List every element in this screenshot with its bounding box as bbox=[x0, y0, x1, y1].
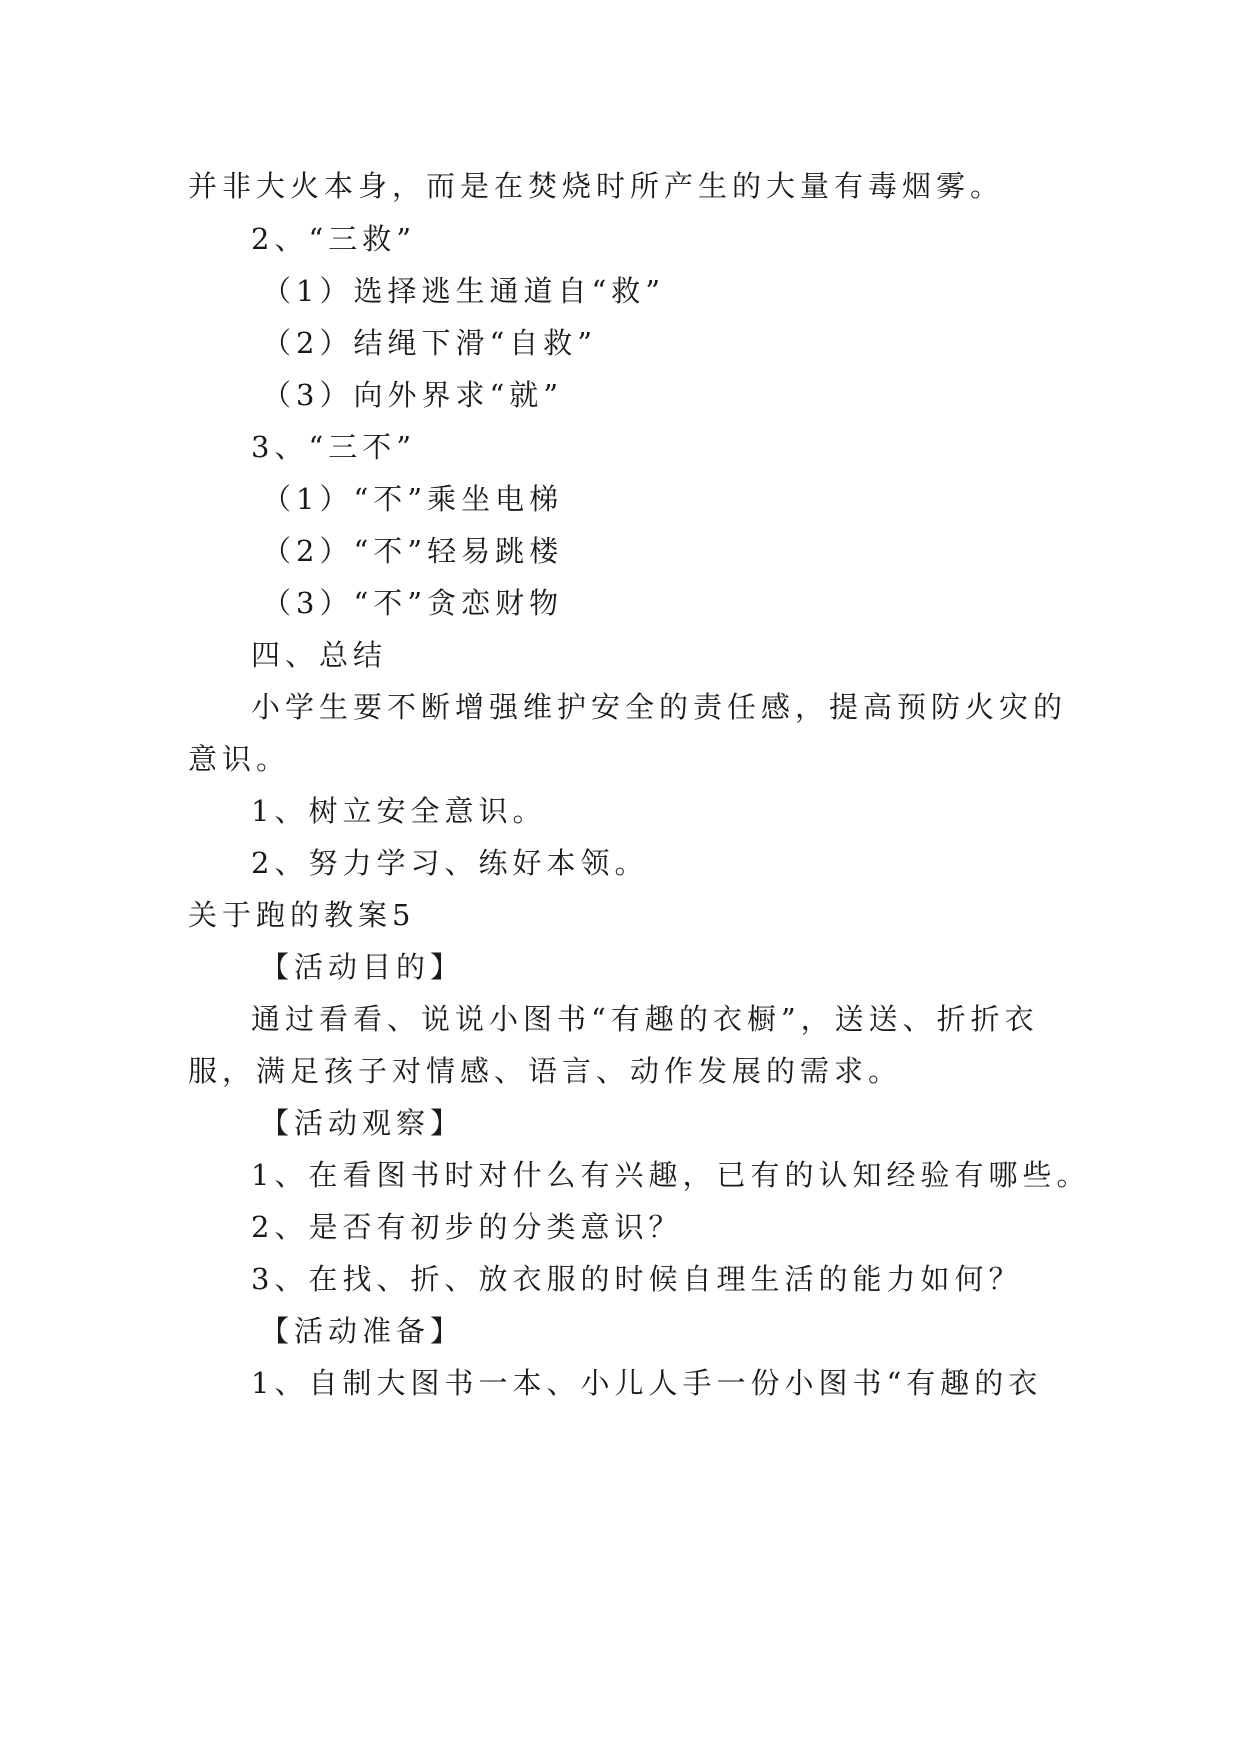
paragraph-line: 服，满足孩子对情感、语言、动作发展的需求。 bbox=[188, 1054, 903, 1088]
list-item: 1、自制大图书一本、小儿人手一份小图书“有趣的衣 bbox=[251, 1366, 1043, 1400]
list-item: （1）选择逃生通道自“救” bbox=[262, 274, 666, 308]
list-item: 2、是否有初步的分类意识？ bbox=[251, 1210, 683, 1244]
list-item: （2）“不”轻易跳楼 bbox=[262, 534, 564, 568]
paragraph-line: 小学生要不断增强维护安全的责任感，提高预防火灾的 bbox=[251, 690, 1068, 724]
list-item: （3）“不”贪恋财物 bbox=[262, 586, 564, 620]
paragraph-line: 意识。 bbox=[188, 742, 291, 776]
paragraph-line: 并非大火本身，而是在焚烧时所产生的大量有毒烟雾。 bbox=[188, 169, 1005, 203]
section-heading: 四、总结 bbox=[251, 638, 388, 672]
paragraph-line: 通过看看、说说小图书“有趣的衣橱”，送送、折折衣 bbox=[251, 1002, 1039, 1036]
list-item: （3）向外界求“就” bbox=[262, 378, 564, 412]
lesson-title: 关于跑的教案5 bbox=[188, 898, 416, 932]
list-heading: 3、“三不” bbox=[251, 430, 417, 464]
section-heading: 【活动目的】 bbox=[260, 950, 465, 984]
section-heading: 【活动准备】 bbox=[260, 1314, 465, 1348]
list-item: 1、在看图书时对什么有兴趣，已有的认知经验有哪些。 bbox=[251, 1158, 1091, 1192]
list-heading: 2、“三救” bbox=[251, 222, 417, 256]
list-item: 2、努力学习、练好本领。 bbox=[251, 846, 649, 880]
list-item: 1、树立安全意识。 bbox=[251, 794, 547, 828]
list-item: （2）结绳下滑“自救” bbox=[262, 326, 598, 360]
section-heading: 【活动观察】 bbox=[260, 1106, 465, 1140]
list-item: （1）“不”乘坐电梯 bbox=[262, 482, 564, 516]
list-item: 3、在找、折、放衣服的时候自理生活的能力如何？ bbox=[251, 1262, 1023, 1296]
